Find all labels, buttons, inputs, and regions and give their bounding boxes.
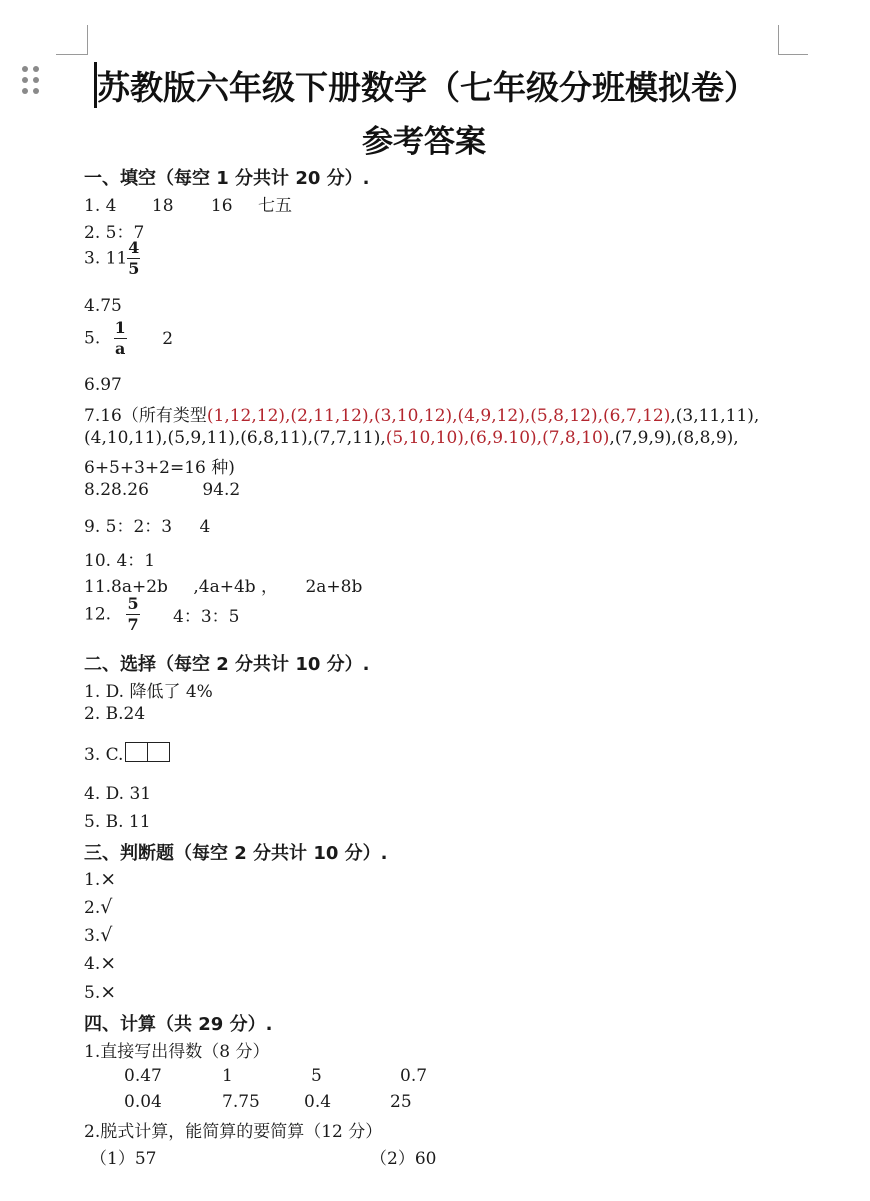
calc-row-2-value: 0.04 <box>124 1092 162 1112</box>
document-title: 苏教版六年级下册数学（七年级分班模拟卷） <box>97 68 757 107</box>
fill-answer-3: 3. 11 $\frac{4}{5}$ <box>84 238 140 278</box>
fill-answer-1: 1. 4 18 16 七五 <box>84 196 292 216</box>
check-mark-icon: √ <box>100 924 113 946</box>
choice-answer-1: 1. D. 降低了 4% <box>84 682 213 702</box>
calc-row-1-value: 1 <box>222 1066 233 1086</box>
section-heading-calc: 四、计算（共 29 分）. <box>84 1014 273 1035</box>
section-heading-fill: 一、填空（每空 1 分共计 20 分）. <box>84 168 370 189</box>
calc-row-2-value: 7.75 <box>222 1092 260 1112</box>
drag-handle-icon[interactable] <box>22 66 42 96</box>
fraction: $\frac{1}{a}$ <box>114 318 126 358</box>
fraction: $\frac{5}{7}$ <box>127 594 139 634</box>
judge-answer-1: 1.× <box>84 868 117 890</box>
fill-answer-7-line-3: 6+5+3+2=16 种) <box>84 458 235 478</box>
fill-answer-8: 8.28.26 94.2 <box>84 480 241 500</box>
cross-mark-icon: × <box>100 981 117 1003</box>
fill-answer-7-line-1: 7.16（所有类型(1,12,12),(2,11,12),(3,10,12),(4,9,12),(5,8,12),(6,7,12),(3,11,11), <box>84 406 760 426</box>
calc-answer-1: （1）57 <box>90 1149 157 1169</box>
fill-answer-7-line-2: (4,10,11),(5,9,11),(6,8,11),(7,7,11),(5,10,10),(6,9.10),(7,8,10),(7,9,9),(8,8,9), <box>84 428 739 448</box>
mixed-fraction: $\frac{4}{5}$ <box>128 238 140 278</box>
choice-answer-2: 2. B.24 <box>84 704 146 724</box>
fill-answer-9: 9. 5：2：3 4 <box>84 517 211 537</box>
judge-answer-4: 4.× <box>84 952 117 974</box>
fill-answer-6: 6.97 <box>84 375 122 395</box>
calc-row-1-value: 0.47 <box>124 1066 162 1086</box>
section-heading-judge: 三、判断题（每空 2 分共计 10 分）. <box>84 843 388 864</box>
judge-answer-2: 2.√ <box>84 896 113 918</box>
cross-mark-icon: × <box>100 868 117 890</box>
calc-row-2-value: 25 <box>390 1092 412 1112</box>
fill-answer-10: 10. 4：1 <box>84 551 156 571</box>
two-squares-figure <box>125 742 168 767</box>
judge-answer-5: 5.× <box>84 981 117 1003</box>
calc-answer-2: （2）60 <box>370 1149 437 1169</box>
calc-row-1-value: 5 <box>311 1066 322 1086</box>
fill-answer-12: 12. $\frac{5}{7}$ 4：3：5 <box>84 594 240 634</box>
calc-part-2-label: 2.脱式计算，能简算的要简算（12 分） <box>84 1122 383 1142</box>
section-heading-choice: 二、选择（每空 2 分共计 10 分）. <box>84 654 370 675</box>
fill-answer-5: 5. $\frac{1}{a}$ 2 <box>84 318 174 358</box>
calc-row-1-value: 0.7 <box>400 1066 428 1086</box>
cross-mark-icon: × <box>100 952 117 974</box>
fill-answer-4: 4.75 <box>84 296 122 316</box>
choice-answer-5: 5. B. 11 <box>84 812 151 832</box>
judge-answer-3: 3.√ <box>84 924 113 946</box>
document-subtitle: 参考答案 <box>362 124 486 160</box>
fill-answer-2: 2. 5：7 <box>84 223 145 243</box>
choice-answer-3: 3. C. <box>84 742 168 767</box>
calc-part-1-label: 1.直接写出得数（8 分） <box>84 1042 270 1062</box>
fill-answer-11: 11.8a+2b ,4a+4b ， 2a+8b <box>84 577 363 597</box>
check-mark-icon: √ <box>100 896 113 918</box>
calc-row-2-value: 0.4 <box>304 1092 332 1112</box>
choice-answer-4: 4. D. 31 <box>84 784 152 804</box>
